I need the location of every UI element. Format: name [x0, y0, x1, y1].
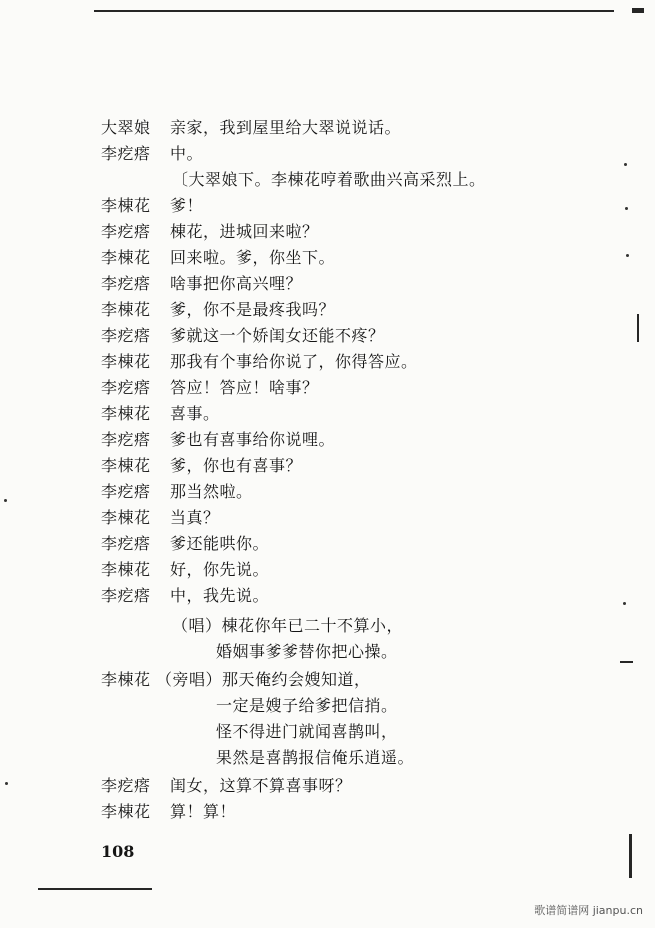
speaker-name: 李疙瘩 — [101, 144, 151, 163]
dialogue-text: 啥事把你高兴哩？ — [170, 274, 303, 293]
dialogue-text: 回来啦。爹，你坐下。 — [170, 248, 336, 267]
top-border — [94, 10, 614, 12]
dialogue-text: 棟花，进城回来啦？ — [170, 222, 319, 241]
speaker-name: 李棟花 — [101, 404, 151, 423]
dialogue-text: 中。 — [170, 144, 204, 163]
song-text: （唱）棟花你年已二十不算小， — [172, 616, 404, 635]
speaker-name: 李棟花 — [101, 352, 151, 371]
dialogue-text: 爹还能哄你。 — [170, 534, 270, 553]
dialogue-text: 算！算！ — [170, 802, 237, 821]
song-text: 果然是喜鹊报信俺乐逍遥。 — [216, 748, 415, 767]
dialogue-text: 当真？ — [170, 508, 220, 527]
song-text: 怪不得进门就闻喜鹊叫， — [216, 722, 398, 741]
right-edge-mark — [637, 314, 639, 342]
dialogue-text: 那当然啦。 — [170, 482, 253, 501]
corner-mark — [632, 8, 644, 13]
dialogue-text: 爹！ — [170, 196, 204, 215]
speaker-name: 李疙瘩 — [101, 586, 151, 605]
margin-mark-line — [620, 661, 633, 663]
speaker-name: 李棟花 — [101, 802, 151, 821]
speaker-name: 李疙瘩 — [101, 378, 151, 397]
speaker-name: 李棟花 — [101, 248, 151, 267]
dialogue-text: 爹，你也有喜事？ — [170, 456, 303, 475]
speaker-name: 李棟花 — [101, 196, 151, 215]
speaker-name: 李疙瘩 — [101, 534, 151, 553]
dialogue-text: 爹就这一个娇闺女还能不疼？ — [170, 326, 385, 345]
margin-mark — [626, 254, 629, 257]
song-text: 婚姻事爹爹替你把心操。 — [216, 642, 398, 661]
speaker-name: 李棟花 — [101, 560, 151, 579]
lower-right-edge-mark — [629, 834, 632, 878]
speaker-name: 李疙瘩 — [101, 274, 151, 293]
site-watermark: 歌谱简谱网 jianpu.cn — [534, 904, 643, 917]
song-text: 一定是嫂子给爹把信捎。 — [216, 696, 398, 715]
page-number: 108 — [101, 842, 135, 861]
dialogue-text: 答应！答应！啥事？ — [170, 378, 319, 397]
dialogue-text: 喜事。 — [170, 404, 220, 423]
dialogue-text: 好，你先说。 — [170, 560, 270, 579]
margin-mark — [624, 163, 627, 166]
song-text: （旁唱）那天俺约会嫂知道， — [156, 670, 371, 689]
margin-mark — [5, 782, 8, 785]
dialogue-text: 爹，你不是最疼我吗？ — [170, 300, 336, 319]
margin-mark — [625, 207, 628, 210]
speaker-name: 李疙瘩 — [101, 430, 151, 449]
speaker-name: 李棟花 — [101, 300, 151, 319]
dialogue-text: 亲家，我到屋里给大翠说说话。 — [170, 118, 402, 137]
dialogue-text: 中，我先说。 — [170, 586, 270, 605]
margin-mark — [4, 499, 7, 502]
dialogue-text: 闺女，这算不算喜事呀？ — [170, 776, 352, 795]
dialogue-text: 那我有个事给你说了，你得答应。 — [170, 352, 418, 371]
speaker-name: 李棟花 — [101, 508, 151, 527]
margin-mark — [623, 602, 626, 605]
dialogue-text: 爹也有喜事给你说哩。 — [170, 430, 336, 449]
speaker-name: 李疙瘩 — [101, 482, 151, 501]
speaker-name: 大翠娘 — [101, 118, 151, 137]
bottom-border — [38, 888, 152, 890]
speaker-name: 李棟花 — [101, 456, 151, 475]
speaker-name: 李疙瘩 — [101, 326, 151, 345]
speaker-name: 李棟花 — [101, 670, 151, 689]
stage-direction-text: 〔大翠娘下。李棟花哼着歌曲兴高采烈上。 — [172, 170, 486, 189]
speaker-name: 李疙瘩 — [101, 222, 151, 241]
speaker-name: 李疙瘩 — [101, 776, 151, 795]
